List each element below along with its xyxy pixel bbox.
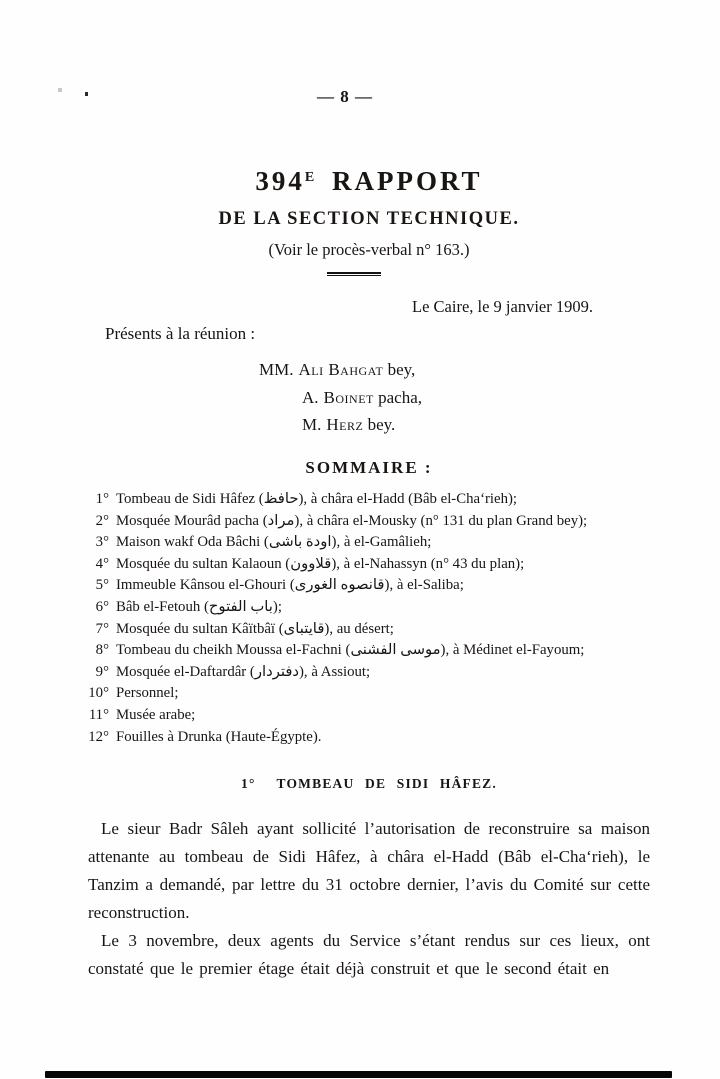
page-number: — 8 — [317,87,373,106]
attendee-name: Ali Bahgat [298,360,384,379]
summary-item [84,705,654,727]
summary-heading: SOMMAIRE : [305,458,433,477]
summary-item-number: 12° [88,728,109,745]
summary-item-number: 2° [95,512,109,529]
summary-item [84,683,654,705]
summary-item-number: 1° [95,491,109,507]
summary-item-text: Personnel; [116,685,179,702]
section-heading [88,776,650,792]
attendee-row [302,411,422,439]
report-subtitle: DE LA SECTION TECHNIQUE. [218,209,520,229]
summary-item-number: 9° [95,663,109,680]
attendee-name: Herz [326,415,364,434]
report-title [88,166,650,197]
summary-item [84,511,654,533]
summary-item-number: 3° [95,534,109,551]
attendee-row [259,356,422,384]
summary-item-text: Musée arabe; [116,706,196,723]
summary-item-text: Tombeau du cheikh Moussa el-Fachni (موسى الفشنى), à Médinet el-Fayoum; [116,642,585,659]
attendee-row [302,384,422,412]
attendee-suffix: pacha, [378,387,422,407]
summary-item-number: 7° [95,620,109,637]
summary-item [84,554,654,576]
summary-item-text: Maison wakf Oda Bâchi (اودة باشى), à el-Gamâlieh; [116,534,432,551]
summary-list [84,489,654,748]
report-title-word: RAPPORT [332,166,483,196]
report-number-suffix: E [304,170,315,185]
summary-item [84,532,654,554]
summary-item [84,619,654,641]
summary-item-number: 11° [88,706,109,723]
summary-item [84,640,654,662]
section-title: TOMBEAU DE SIDI HÂFEZ. [276,776,497,791]
summary-item-text: Tombeau de Sidi Hâfez (حافظ), à châra el-Hadd (Bâb el-Cha‘rieh); [116,491,518,507]
summary-item-number: 8° [95,642,109,659]
summary-item-number: 10° [88,685,109,702]
summary-item-text: Bâb el-Fetouh (باب الفتوح); [116,598,282,615]
summary-item-text: Mosquée el-Daftardâr (دفتردار), à Assiout; [116,663,371,680]
attendee-suffix: bey. [367,415,396,434]
attendee-suffix: bey, [387,360,416,379]
summary-item-text: Fouilles à Drunka (Haute-Égypte). [116,728,322,745]
summary-item-number: 4° [95,555,109,572]
divider-rule [327,272,381,276]
attendees-list [259,356,422,439]
summary-item-text: Mosquée Mourâd pacha (مراد), à châra el-Mousky (n° 131 du plan Grand bey); [116,512,588,529]
attendee-initials: MM. [259,360,294,379]
summary-item-number: 6° [95,598,109,615]
summary-item-text: Immeuble Kânsou el-Ghouri (قانصوه الغورى), à el-Saliba; [116,577,464,594]
body-paragraph: Le 3 novembre, deux agents du Service s’étant rendus sur ces lieux, ont constaté que le premier étage était déjà construit et que le second était en [88,930,650,978]
dateline: Le Caire, le 9 janvier 1909. [412,297,593,316]
attendee-initials: M. [302,415,322,434]
body-text [88,815,650,982]
attendee-name: Boinet [323,387,374,407]
summary-item [84,489,654,511]
summary-item [84,575,654,597]
summary-item [84,662,654,684]
section-number: 1° [241,776,256,791]
report-number: 394 [255,166,305,196]
attendee-initials: A. [302,387,319,407]
body-paragraph: Le sieur Badr Sâleh ayant sollicité l’autorisation de reconstruire sa maison attenante au tombeau de Sidi Hâfez, à châra el-Hadd (Bâb el-Cha‘rieh), le Tanzim a demandé, par lettre du 31 octobre dernier, l’avis du Comité sur cette reconstruction. [88,819,650,922]
reference-note: (Voir le procès-verbal n° 163.) [268,240,470,259]
summary-item-text: Mosquée du sultan Kalaoun (قلاوون), à el-Nahassyn (n° 43 du plan); [116,555,525,572]
attendance-intro: Présents à la réunion : [105,324,256,343]
summary-item-number: 5° [95,577,109,594]
summary-item [84,727,654,749]
scan-edge-bar [45,1071,672,1078]
summary-item [84,597,654,619]
summary-item-text: Mosquée du sultan Kâïtbâï (قايتباى), au désert; [116,620,394,637]
